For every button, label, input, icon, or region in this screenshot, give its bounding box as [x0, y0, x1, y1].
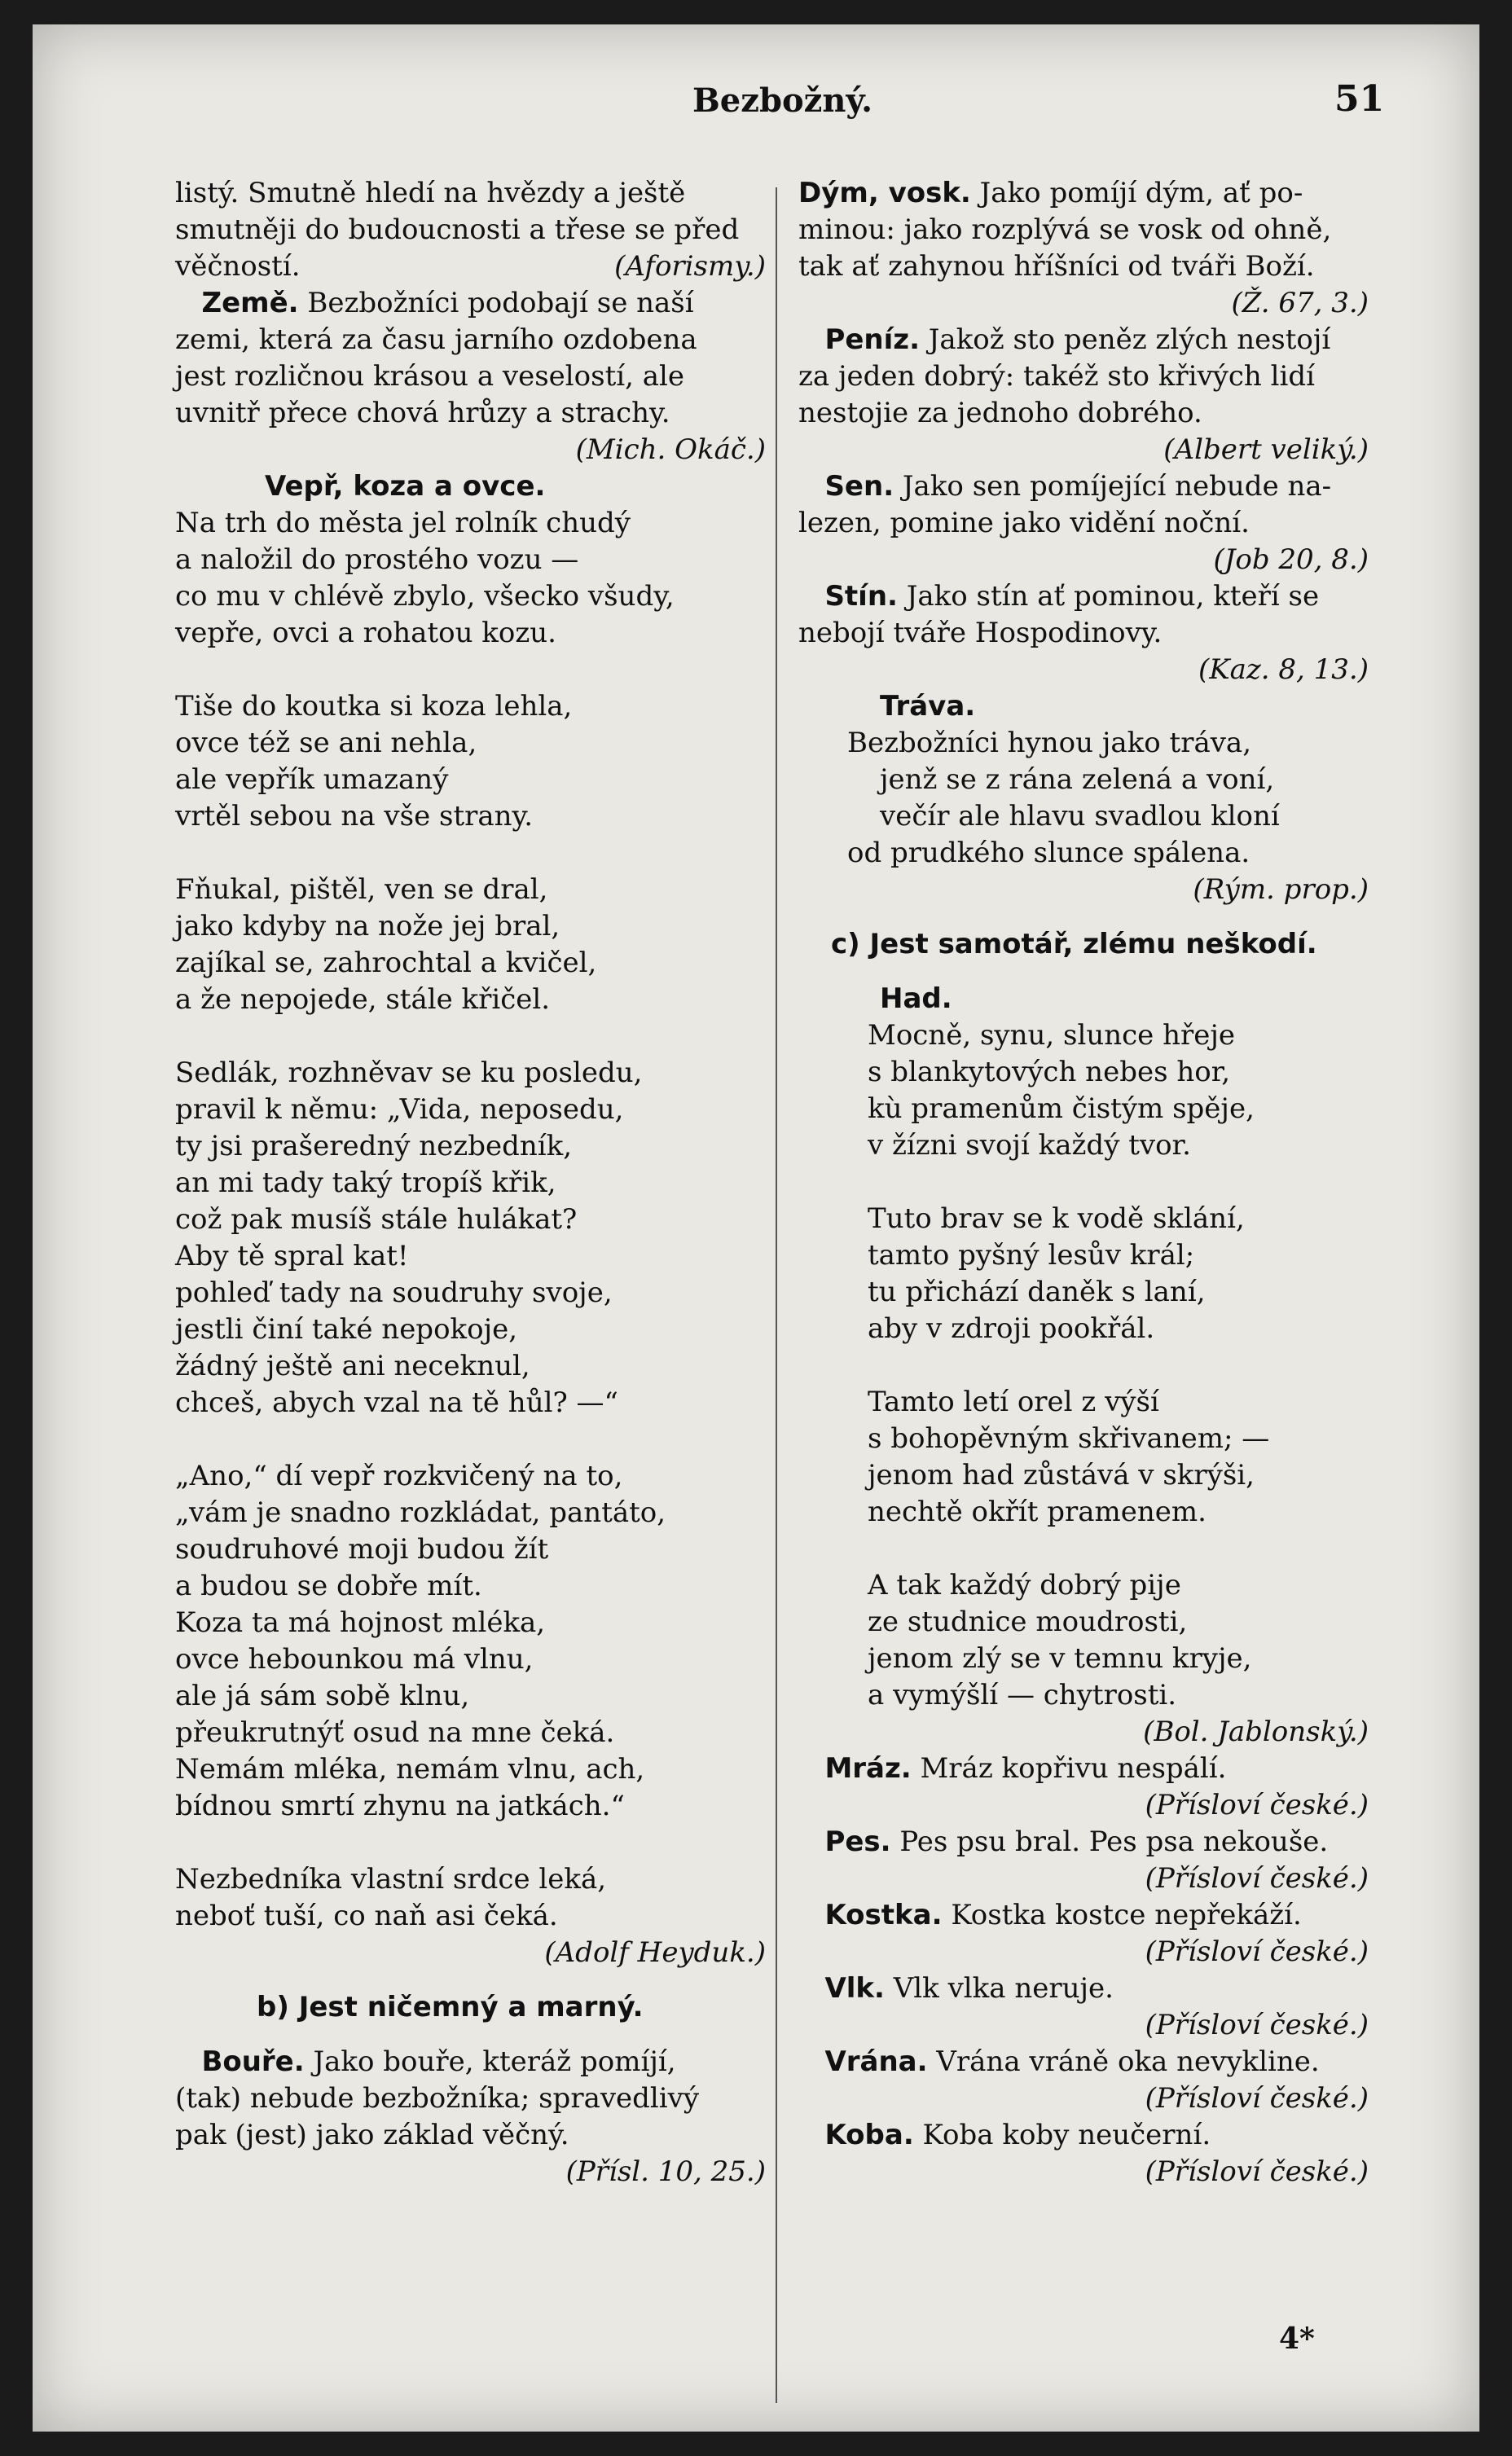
stanza — [175, 872, 766, 1018]
poem-line: s bohopěvným skřivanem; — — [868, 1422, 1270, 1455]
poem-line: Nemám mléka, nemám vlnu, ach, — [175, 1753, 645, 1786]
proverb-entry — [798, 1824, 1369, 1897]
poem-line: vrtěl sebou na vše strany. — [175, 800, 534, 833]
source-citation: (Rým. prop.) — [1193, 873, 1369, 906]
poem-line: přeukrutnýť osud na mne čeká. — [175, 1716, 615, 1749]
poem-line: v žízni svojí každý tvor. — [868, 1129, 1191, 1162]
poem-line: Bezbožníci hynou jako tráva, — [847, 727, 1252, 759]
text-line: tak ať zahynou hříšníci od tváři Boží. — [798, 250, 1315, 283]
entry-keyword: Koba. — [824, 2119, 914, 2151]
entry-keyword: Země. — [201, 287, 299, 319]
entry-keyword: Mráz. — [824, 1752, 912, 1785]
poem-line: jenom had zůstává v skrýši, — [868, 1459, 1255, 1492]
stanza — [175, 1055, 766, 1421]
text-line: Mráz. Mráz kopřivu nespálí. — [824, 1752, 1227, 1785]
entry-keyword: Kostka. — [824, 1899, 943, 1931]
poem-line: žádný ještě ani neceknul, — [175, 1350, 530, 1382]
poem-line: ty jsi prašeredný nezbedník, — [175, 1130, 573, 1162]
entry-keyword: Stín. — [824, 580, 898, 613]
text-line: minou: jako rozplývá se vosk od ohně, — [798, 213, 1332, 246]
source-citation: (Přísloví české.) — [1145, 1789, 1369, 1821]
poem-line: Na trh do města jel rolník chudý — [175, 507, 631, 539]
stanza — [175, 1861, 766, 1935]
proverb-list — [798, 1751, 1369, 2190]
poem-line: ze studnice moudrosti, — [868, 1606, 1188, 1638]
entry-keyword: Dým, vosk. — [798, 177, 971, 209]
poem-line: Aby tě spral kat! — [175, 1240, 409, 1272]
running-header: Bezbožný. — [692, 81, 872, 120]
source-citation: (Kaz. 8, 13.) — [1198, 653, 1369, 686]
poem-line: jenž se z rána zelená a voní, — [880, 763, 1275, 796]
paragraph-dym — [798, 175, 1369, 322]
source-citation: (Přísloví české.) — [1145, 1935, 1369, 1968]
poem-line: A tak každý dobrý pije — [868, 1569, 1181, 1601]
entry-keyword: Sen. — [824, 470, 894, 503]
signature-mark: 4* — [1279, 2322, 1315, 2356]
poem-line: ale vepřík umazaný — [175, 763, 449, 796]
paragraph-peniz — [798, 322, 1369, 468]
left-column — [175, 175, 766, 2190]
poem-line: pohleď tady na soudruhy svoje, — [175, 1276, 613, 1309]
poem-line: „vám je snadno rozkládat, pantáto, — [175, 1496, 666, 1529]
poem-line: Koza ta má hojnost mléka, — [175, 1606, 546, 1639]
right-column — [798, 175, 1369, 2190]
proverb-entry — [798, 2117, 1369, 2190]
poem-line: tamto pyšný lesův král; — [868, 1239, 1195, 1272]
text-line: lezen, pomine jako vidění noční. — [798, 507, 1250, 539]
source-citation: (Bol. Jablonský.) — [1143, 1716, 1369, 1748]
text-line: Země. Bezbožníci podobají se naší — [201, 287, 694, 319]
stanza — [175, 688, 766, 835]
poem-line: tu přichází daněk s laní, — [868, 1276, 1206, 1308]
poem-line: večír ale hlavu svadlou kloní — [880, 800, 1280, 833]
paragraph-boure — [175, 2044, 766, 2190]
poem-line: a že nepojede, stále křičel. — [175, 983, 551, 1016]
text-line: smutněji do budoucnosti a třese se před — [175, 213, 740, 246]
poem-line: nechtě okřít pramenem. — [868, 1496, 1207, 1528]
poem-line: kù pramenům čistým spěje, — [868, 1092, 1255, 1125]
text-line: uvnitř přece chová hrůzy a strachy. — [175, 397, 670, 429]
text-line: Vlk. Vlk vlka neruje. — [824, 1972, 1114, 2005]
paragraph-zeme — [175, 285, 766, 468]
stanza — [175, 505, 766, 652]
poem-line: Fňukal, pištěl, ven se dral, — [175, 873, 548, 906]
poem-line: jenom zlý se v temnu kryje, — [868, 1642, 1252, 1675]
proverb-entry — [798, 2044, 1369, 2117]
proverb-entry — [798, 1971, 1369, 2044]
entry-keyword: Peníz. — [824, 323, 920, 356]
poem-line: co mu v chlévě zbylo, všecko všudy, — [175, 580, 675, 613]
text-line: věčností. (Aforismy.) — [175, 248, 766, 285]
poem-had — [798, 1017, 1369, 1714]
column-rule — [776, 187, 777, 2403]
poem-line: Tuto brav se k vodě sklání, — [868, 1202, 1245, 1235]
text-line: Peníz. Jakož sto peněz zlých nestojí — [824, 323, 1331, 356]
text-line: Vrána. Vrána vráně oka nevykline. — [824, 2045, 1320, 2078]
poem-line: Sedlák, rozhněvav se ku posledu, — [175, 1057, 643, 1089]
text-line: nebojí tváře Hospodinovy. — [798, 617, 1163, 649]
poem-line: Nezbedníka vlastní srdce leká, — [175, 1863, 607, 1896]
section-heading: Vepř, koza a ovce. — [265, 470, 546, 503]
poem-line: s blankytových nebes hor, — [868, 1056, 1231, 1088]
poem-line: a naložil do prostého vozu — — [175, 543, 579, 576]
proverb-entry — [798, 1751, 1369, 1824]
section-heading: c) Jest samotář, zlému neškodí. — [831, 928, 1317, 960]
section-heading: b) Jest ničemný a marný. — [257, 1991, 644, 2023]
entry-keyword: Vrána. — [824, 2045, 928, 2078]
poem-line: ovce též se ani nehla, — [175, 727, 477, 759]
poem-line: neboť tuší, co naň asi čeká. — [175, 1900, 558, 1932]
text-line: jest rozličnou krásou a veselostí, ale — [175, 360, 685, 393]
entry-keyword: Pes. — [824, 1826, 891, 1858]
poem-trava — [798, 725, 1369, 872]
poem-line: aby v zdroji pookřál. — [868, 1312, 1155, 1345]
proverb-entry — [798, 1897, 1369, 1971]
poem-line: bídnou smrtí zhynu na jatkách.“ — [175, 1790, 625, 1822]
poem-line: zajíkal se, zahrochtal a kvičel, — [175, 947, 597, 979]
poem-line: a budou se dobře mít. — [175, 1570, 482, 1602]
source-citation: (Ž. 67, 3.) — [1231, 287, 1369, 319]
source-citation: (Mich. Okáč.) — [575, 433, 766, 466]
source-citation: (Přísl. 10, 25.) — [565, 2155, 766, 2188]
source-citation: (Adolf Heyduk.) — [544, 1936, 766, 1969]
poem-line: což pak musíš stále hulákat? — [175, 1203, 578, 1236]
source-citation: (Přísloví české.) — [1145, 2009, 1369, 2041]
source-citation: (Aforismy.) — [614, 250, 766, 283]
source-citation: (Přísloví české.) — [1145, 1862, 1369, 1895]
poem-line: jako kdyby na nože jej bral, — [175, 910, 560, 942]
entry-keyword: Vlk. — [824, 1972, 885, 2005]
text-line: nestojie za jednoho dobrého. — [798, 397, 1202, 429]
poem-line: Tamto letí orel z výší — [868, 1386, 1159, 1418]
stanza — [868, 1201, 1369, 1347]
poem-line: Tiše do koutka si koza lehla, — [175, 690, 573, 723]
poem-line: ale já sám sobě klnu, — [175, 1680, 470, 1712]
text-line: Koba. Koba koby neučerní. — [824, 2119, 1211, 2151]
poem-line: pravil k němu: „Vida, neposedu, — [175, 1093, 624, 1126]
source-citation: (Job 20, 8.) — [1213, 543, 1369, 576]
section-heading: Tráva. — [880, 690, 976, 723]
text-line: Dým, vosk. Jako pomíjí dým, ať po- — [798, 177, 1303, 209]
poem-line: „Ano,“ dí vepř rozkvičený na to, — [175, 1460, 623, 1492]
source-citation: (Albert veliký.) — [1163, 433, 1369, 466]
text-line: Bouře. Jako bouře, kteráž pomíjí, — [201, 2045, 676, 2078]
source-citation: (Přísloví české.) — [1145, 2155, 1369, 2188]
text-line: Sen. Jako sen pomíjející nebude na- — [824, 470, 1332, 503]
text-line: listý. Smutně hledí na hvězdy a ještě — [175, 177, 686, 209]
stanza — [868, 1567, 1369, 1714]
stanza — [868, 1017, 1369, 1164]
stanza — [868, 1384, 1369, 1531]
paragraph-sen — [798, 468, 1369, 578]
text-line: zemi, která za času jarního ozdobena — [175, 323, 697, 356]
paragraph-aforismy — [175, 175, 766, 285]
poem-line: an mi tady taký tropíš křik, — [175, 1166, 556, 1199]
text-line: Pes. Pes psu bral. Pes psa nekouše. — [824, 1826, 1329, 1858]
poem-line: od prudkého slunce spálena. — [847, 837, 1250, 869]
poem-line: Mocně, synu, slunce hřeje — [868, 1019, 1236, 1052]
text-line: Kostka. Kostka kostce nepřekáží. — [824, 1899, 1302, 1931]
poem-line: chceš, abych vzal na tě hůl? —“ — [175, 1386, 618, 1419]
text-line: za jeden dobrý: takéž sto křivých lidí — [798, 360, 1316, 393]
poem-line: ovce hebounkou má vlnu, — [175, 1643, 534, 1676]
text-line: (tak) nebude bezbožníka; spravedlivý — [175, 2082, 700, 2115]
poem-line: vepře, ovci a rohatou kozu. — [175, 617, 556, 649]
paragraph-stin — [798, 578, 1369, 688]
book-page — [33, 24, 1479, 2432]
text-line: pak (jest) jako základ věčný. — [175, 2119, 569, 2151]
source-citation: (Přísloví české.) — [1145, 2082, 1369, 2115]
text-line: Stín. Jako stín ať pominou, kteří se — [824, 580, 1320, 613]
page-number: 51 — [1334, 78, 1385, 120]
section-heading: Had. — [880, 982, 952, 1015]
poem-vepr — [175, 505, 766, 1971]
entry-keyword: Bouře. — [201, 2045, 305, 2078]
poem-line: jestli činí také nepokoje, — [175, 1313, 518, 1346]
poem-line: a vymýšlí — chytrosti. — [868, 1679, 1177, 1711]
stanza — [175, 1458, 766, 1825]
poem-line: soudruhové moji budou žít — [175, 1533, 549, 1566]
